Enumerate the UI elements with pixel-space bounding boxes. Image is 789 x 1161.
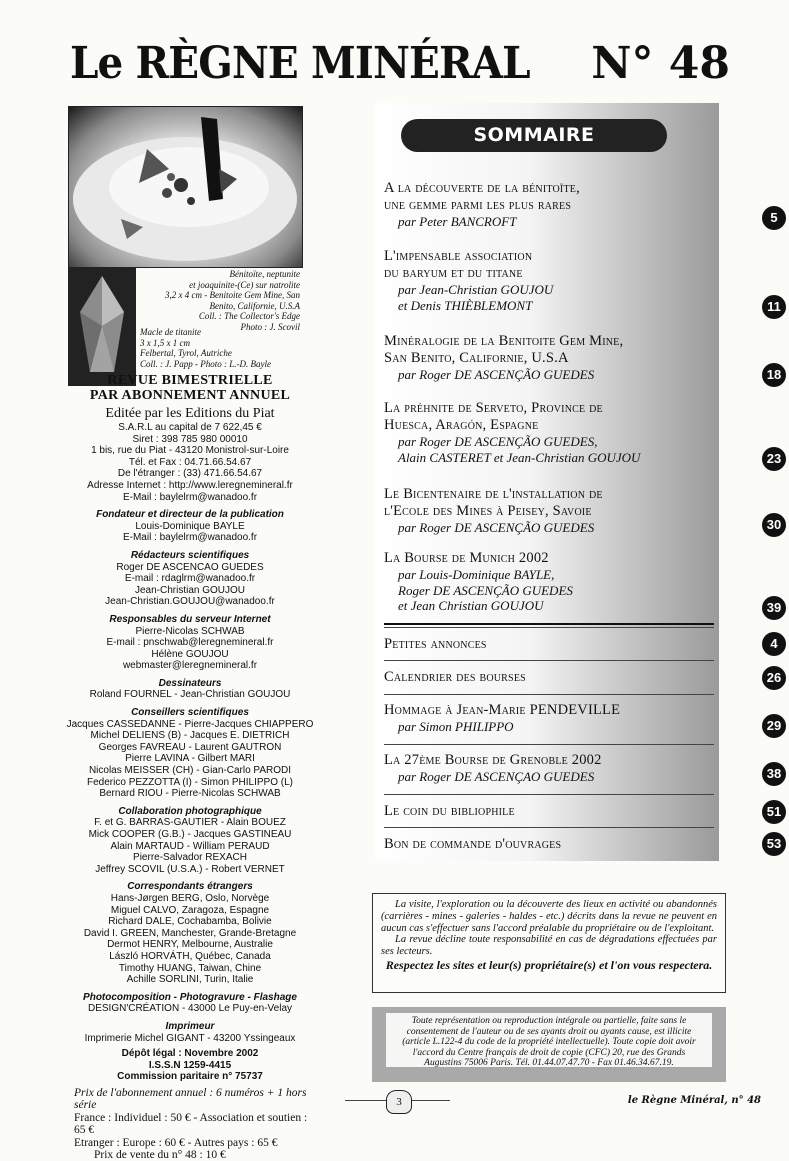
toc-title: Le coin du bibliophile — [384, 803, 515, 819]
toc-entry[interactable] — [384, 248, 720, 313]
divider — [384, 744, 714, 745]
copyright-text: Toute représentation ou reproduction intégrale ou partielle, faite sans le consentement de l'auteur ou de ses ayants droit ou ayants cause, est illicite (article L.122-4 du code de la propriété intellectuelle). Toute copie doit avoir l'accord du Centre français de droit de copie (CFC) 20, rue des Grands Augustins 75006 Paris. Tél. 01.44.07.47.70 - Fax 01.46.34.67.19. — [386, 1013, 712, 1067]
toc-author: par Roger DE ASCENÇÃO GUEDES — [398, 367, 595, 382]
toc-author: Roger DE ASCENÇÃO GUEDES — [398, 582, 573, 598]
toc-title: Petites annonces — [384, 636, 487, 652]
email-link[interactable]: E-Mail : baylelrm@wanadoo.fr — [122, 532, 258, 544]
page-number-badge[interactable]: 11 — [762, 295, 786, 319]
page-number-badge[interactable]: 18 — [762, 363, 786, 387]
toc-title: Calendrier des bourses — [384, 669, 526, 685]
imprint-line: DESIGN'CRÉATION - 43000 Le Puy-en-Velay — [87, 1003, 293, 1015]
toc-author: par Roger DE ASCENÇÃO GUEDES — [398, 520, 595, 535]
email-link[interactable]: E-Mail : baylelrm@wanadoo.fr — [122, 491, 258, 503]
imprint-line: Dermot HENRY, Melbourne, Australie — [107, 939, 273, 951]
toc-title: La Bourse de Munich 2002 — [384, 550, 549, 566]
toc-title: l'Ecole des Mines à Peisey, Savoie — [384, 503, 592, 519]
price-block — [60, 1087, 320, 1161]
imprint-line: Timothy HUANG, Taiwan, Chine — [118, 962, 262, 974]
toc-title: L'impensable association — [384, 248, 533, 264]
imprint-line: Achille SORLINI, Turin, Italie — [126, 974, 254, 986]
notice-text: La revue décline toute responsabilité en cas de dégradations effectuées par ses lecteurs. — [381, 934, 717, 958]
price-line: Etranger : Europe : 60 € - Autres pays : 65 € — [74, 1136, 278, 1149]
toc-author: et Jean Christian GOUJOU — [398, 598, 544, 613]
page-number-badge[interactable]: 39 — [762, 596, 786, 620]
toc-title: Huesca, Aragón, Espagne — [384, 417, 539, 433]
legal-line: Dépôt légal : Novembre 2002 — [121, 1048, 259, 1060]
page-number: 3 — [386, 1090, 412, 1114]
imprint-line: De l'étranger : (33) 471.66.54.67 — [117, 468, 263, 480]
toc-title: du baryum et du titane — [384, 265, 523, 281]
legal-line: I.S.S.N 1259-4415 — [148, 1059, 232, 1071]
page-number-badge[interactable]: 26 — [762, 666, 786, 690]
imprint-line: László HORVÁTH, Québec, Canada — [109, 950, 271, 962]
copyright-box — [372, 1007, 726, 1082]
imprint-line: Hans-Jørgen BERG, Oslo, Norvège — [110, 892, 270, 904]
legal-line: Commission paritaire n° 75737 — [117, 1071, 263, 1083]
imprint-line: F. et G. BARRAS-GAUTIER - Alain BOUEZ — [94, 817, 286, 829]
site-visit-notice — [372, 893, 726, 993]
toc-entry[interactable] — [384, 669, 720, 686]
imprint-line: Roger DE ASCENCAO GUEDES — [116, 561, 264, 573]
toc-author: par Simon PHILIPPO — [398, 719, 514, 734]
running-footer: le Règne Minéral, n° 48 — [627, 1095, 761, 1106]
toc-entry[interactable] — [384, 836, 720, 853]
toc-entry[interactable] — [384, 752, 720, 785]
imprint-line: Hélène GOUJOU — [151, 648, 229, 660]
toc-title: San Benito, Californie, U.S.A — [384, 350, 569, 366]
section-heading: Responsables du serveur Internet — [109, 613, 271, 625]
divider — [384, 627, 714, 628]
titanite-photo — [68, 268, 136, 386]
masthead — [70, 38, 730, 98]
page-number-badge[interactable]: 38 — [762, 762, 786, 786]
imprint-line: Nicolas MEISSER (CH) - Gian-Carlo PARODI — [88, 765, 292, 777]
email-link[interactable]: E-mail : pnschwab@leregnemineral.fr — [106, 637, 274, 649]
divider — [384, 623, 714, 625]
revue-label: PAR ABONNEMENT ANNUEL — [89, 388, 291, 403]
notice-emphasis: Respectez les sites et leur(s) propriétaire(s) et l'on vous respectera. — [385, 957, 713, 972]
toc-title: La 27ème Bourse de Grenoble 2002 — [384, 752, 602, 768]
section-heading: Rédacteurs scientifiques — [130, 549, 250, 561]
toc-author: par Louis-Dominique BAYLE, — [398, 567, 555, 582]
toc-author: par Roger DE ASCENÇÃO GUEDES, — [398, 434, 598, 449]
imprint-line: Mick COOPER (G.B.) - Jacques GASTINEAU — [88, 829, 292, 840]
imprint-line: 1 bis, rue du Piat - 43120 Monistrol-sur-Loire — [91, 445, 289, 457]
imprint-line: Georges FAVREAU - Laurent GAUTRON — [98, 741, 282, 753]
caption-line: Benito, Californie, U.S.A — [209, 300, 300, 311]
magazine-title: Le RÈGNE MINÉRAL — [70, 38, 530, 89]
toc-entry[interactable] — [384, 803, 720, 820]
photo-caption-benitoite — [150, 269, 300, 332]
divider — [384, 694, 714, 695]
toc-entry[interactable] — [384, 486, 720, 536]
toc-entry[interactable] — [384, 702, 720, 735]
toc-title: A la découverte de la bénitoïte, — [384, 180, 580, 196]
imprint-line: Jacques CASSEDANNE - Pierre-Jacques CHIAPPERO — [66, 718, 314, 730]
page-number-badge[interactable]: 5 — [762, 206, 786, 230]
revue-label: REVUE BIMESTRIELLE — [107, 373, 273, 388]
caption-line: Macle de titanite — [140, 327, 201, 337]
toc-author: par Roger DE ASCENÇAO GUEDES — [398, 769, 595, 784]
toc-title: Minéralogie de la Benitoite Gem Mine, — [384, 333, 624, 349]
page-number-badge[interactable]: 29 — [762, 714, 786, 738]
toc-entry[interactable] — [384, 550, 720, 614]
imprint-line: Siret : 398 785 980 00010 — [132, 433, 248, 445]
imprint-line: Pierre-Nicolas SCHWAB — [135, 625, 245, 637]
caption-line: 3,2 x 4 cm - Benitoite Gem Mine, San — [165, 290, 300, 300]
divider — [384, 827, 714, 828]
page-number-badge[interactable]: 51 — [762, 800, 786, 824]
toc-entry[interactable] — [384, 636, 720, 653]
section-heading: Collaboration photographique — [118, 805, 262, 817]
caption-line: Coll. : The Collector's Edge — [198, 311, 300, 321]
toc-title: Hommage à Jean-Marie PENDEVILLE — [384, 702, 621, 718]
toc-author: par Jean-Christian GOUJOU — [398, 282, 554, 297]
email-link[interactable]: webmaster@leregnemineral.fr — [122, 660, 258, 672]
section-heading: Conseillers scientifiques — [131, 707, 249, 719]
email-link[interactable]: E-mail : rdaglrm@wanadoo.fr — [124, 573, 256, 585]
imprint-line: Tél. et Fax : 04.71.66.54.67 — [128, 456, 252, 468]
section-heading: Imprimeur — [165, 1020, 215, 1032]
page-number-badge[interactable]: 4 — [762, 632, 786, 656]
toc-title: Bon de commande d'ouvrages — [384, 836, 562, 852]
notice-text: La visite, l'exploration ou la découverte des lieux en activité ou abandonnés (carrières - mines - galeries - haldes - etc.) décrits dans la revue ne peuvent en aucun cas s'effectuer sans l'accord préalable du propriétaire ou de l'exploitant. — [381, 899, 717, 934]
caption-line: Photo : J. Scovil — [240, 321, 300, 332]
imprint-line: Jeffrey SCOVIL (U.S.A.) - Robert VERNET — [95, 863, 285, 875]
imprint-line: Alain MARTAUD - William PERAUD — [110, 840, 270, 852]
price-line: France : Individuel : 50 € - Association et soutien : 65 € — [74, 1111, 308, 1137]
imprint-line: Louis-Dominique BAYLE — [135, 520, 245, 532]
divider — [384, 660, 714, 661]
toc-author: et Denis THIÈBLEMONT — [398, 297, 533, 313]
imprint-line: Imprimerie Michel GIGANT - 43200 Yssingeaux — [84, 1032, 296, 1044]
imprint-line: S.A.R.L au capital de 7 622,45 € — [118, 422, 262, 433]
toc-title: La préhnite de Serveto, Province de — [384, 400, 603, 416]
toc-entry[interactable] — [384, 400, 720, 465]
divider — [384, 794, 714, 795]
imprint-line: Roland FOURNEL - Jean-Christian GOUJOU — [89, 689, 291, 701]
toc-entry[interactable] — [384, 180, 720, 230]
toc-author: Alain CASTERET et Jean-Christian GOUJOU — [398, 449, 641, 465]
caption-line: Felbertal, Tyrol, Autriche — [140, 348, 232, 358]
issue-number: N° 48 — [591, 38, 730, 89]
section-heading: Fondateur et directeur de la publication — [96, 509, 284, 521]
page-number-badge[interactable]: 30 — [762, 513, 786, 537]
toc-title: Le Bicentenaire de l'installation de — [384, 486, 603, 502]
photo-caption-titanite — [140, 327, 310, 369]
website-link[interactable]: Adresse Internet : http://www.leregnemineral.fr — [87, 479, 293, 491]
caption-line: 3 x 1,5 x 1 cm — [140, 337, 190, 348]
section-heading: Dessinateurs — [158, 677, 222, 689]
caption-line: Coll. : J. Papp - Photo : L.-D. Bayle — [140, 358, 271, 369]
page-number-badge[interactable]: 53 — [762, 832, 786, 856]
caption-line: Bénitoïte, neptunite — [229, 269, 300, 279]
imprint-line: David I. GREEN, Manchester, Grande-Bretagne — [83, 927, 297, 939]
toc-entry[interactable] — [384, 333, 720, 383]
price-line: Prix de l'abonnement annuel : 6 numéros + 1 hors série — [74, 1086, 307, 1112]
publisher: Editée par les Editions du Piat — [105, 406, 275, 421]
section-heading: Photocomposition - Photogravure - Flashage — [83, 991, 297, 1003]
imprint-column — [60, 373, 320, 1161]
imprint-line: Pierre-Salvador REXACH — [133, 852, 247, 864]
section-heading: Correspondants étrangers — [127, 881, 253, 893]
benitoite-photo — [68, 106, 303, 268]
imprint-line: Bernard RIOU - Pierre-Nicolas SCHWAB — [99, 788, 281, 800]
page-number-badge[interactable]: 23 — [762, 447, 786, 471]
imprint-line: Richard DALE, Cochabamba, Bolivie — [108, 916, 272, 928]
imprint-line: Michel DELIENS (B) - Jacques E. DIETRICH — [90, 730, 290, 742]
imprint-line: Federico PEZZOTTA (I) - Simon PHILIPPO (L) — [87, 776, 293, 788]
price-line: Prix de vente du n° 48 : 10 € — [94, 1148, 226, 1161]
toc-title: une gemme parmi les plus rares — [384, 197, 572, 213]
imprint-line: Pierre LAVINA - Gilbert MARI — [125, 753, 255, 765]
imprint-line: Jean-Christian GOUJOU — [134, 584, 246, 596]
toc-author: par Peter BANCROFT — [398, 214, 517, 229]
sommaire-heading: SOMMAIRE — [401, 119, 667, 152]
imprint-line: Miguel CALVO, Zaragoza, Espagne — [110, 904, 270, 916]
email-link[interactable]: Jean-Christian.GOUJOU@wanadoo.fr — [105, 596, 275, 608]
caption-line: et joaquinite-(Ce) sur natrolite — [189, 279, 300, 290]
